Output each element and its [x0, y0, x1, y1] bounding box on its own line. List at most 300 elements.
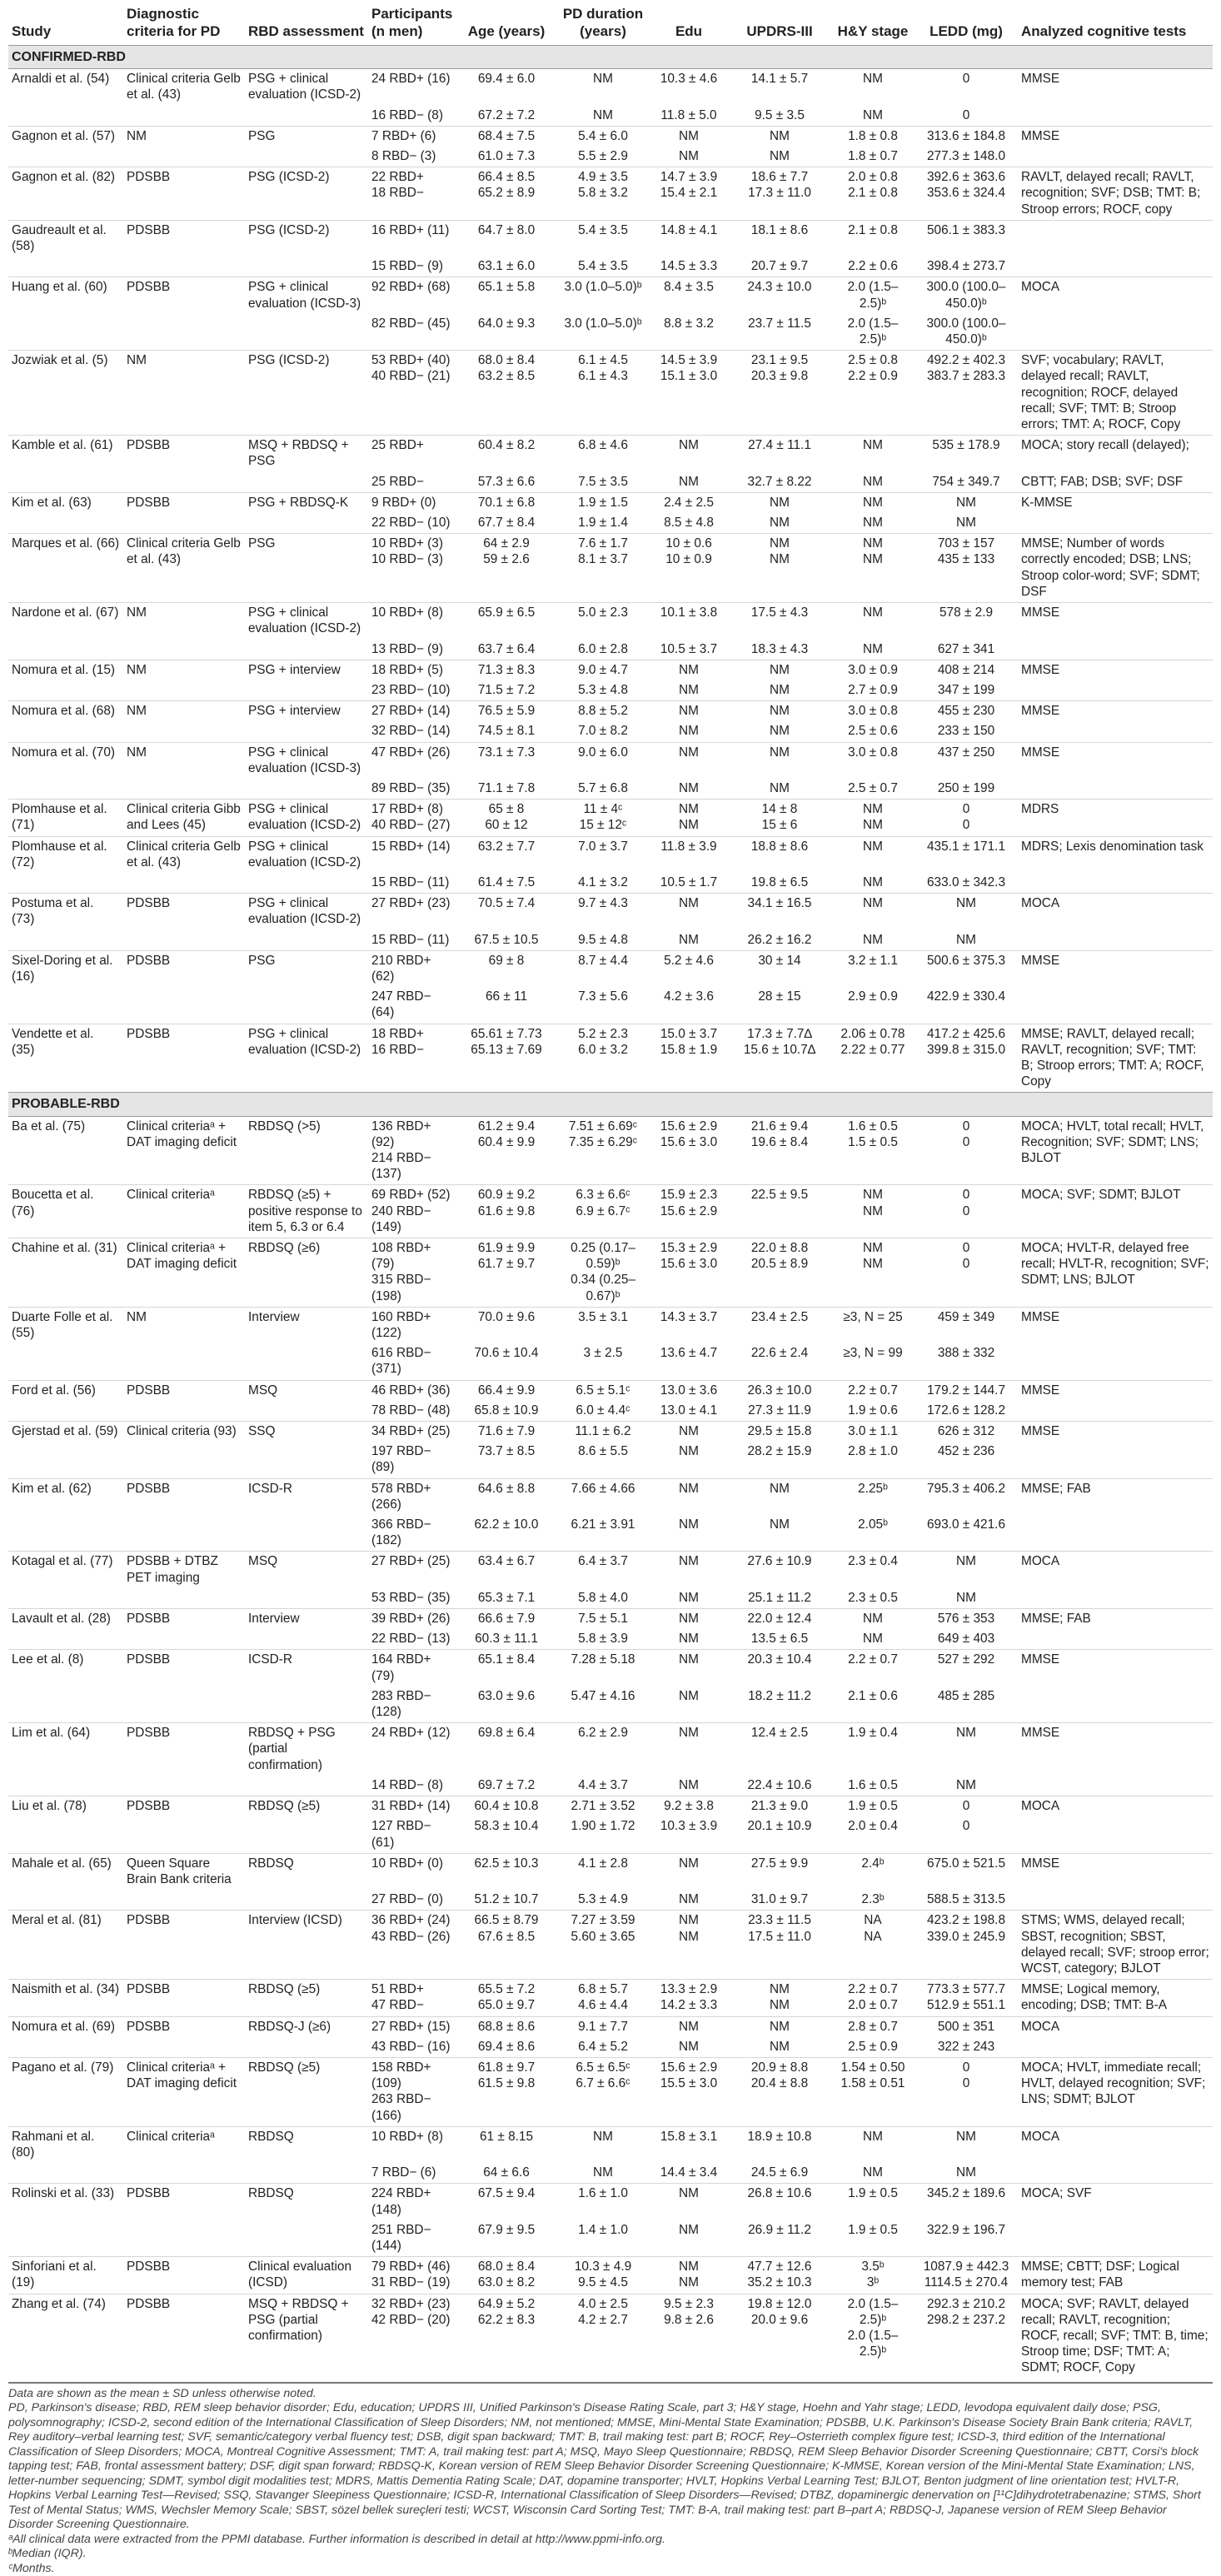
cell-rbd-assessment: PSG + interview: [245, 701, 368, 722]
cell-cognitive-tests: MMSE; CBTT; DSF; Logical memory test; FAB: [1018, 2257, 1213, 2294]
cell-rbd-assessment: [245, 680, 368, 701]
cell-pd-duration: 11.1 ± 6.2: [556, 1422, 650, 1442]
cell-rbd-assessment: [245, 1343, 368, 1380]
cell-cognitive-tests: [1018, 2163, 1213, 2184]
cell-ledd: 250 ± 199: [937, 780, 995, 795]
cell-updrs-iii: 25.1 ± 11.2: [748, 1590, 811, 1605]
cell-edu: 10.3 ± 4.6: [650, 69, 728, 106]
cell-participants: 160 RBD+ (122): [368, 1307, 456, 1343]
cell-ledd: 649 ± 403: [937, 1632, 995, 1647]
cell-hy-stage: 2.5 ± 0.8 2.2 ± 0.9: [831, 351, 915, 436]
cell-rbd-assessment: RBDSQ (≥5): [245, 1980, 368, 2016]
cell-ledd: 435.1 ± 171.1: [915, 836, 1018, 873]
cell-diagnostic-criteria: [123, 2163, 245, 2184]
cell-study-name: [8, 640, 123, 660]
cell-ledd: NM: [915, 2126, 1018, 2163]
header-row: [8, 0, 1213, 46]
cell-participants: 79 RBD+ (46) 31 RBD− (19): [368, 2257, 456, 2294]
cell-edu: 13.0 ± 4.1: [660, 1403, 718, 1418]
cell-pd-duration: 0.25 (0.17–0.59)ᵇ 0.34 (0.25–0.67)ᵇ: [556, 1238, 650, 1308]
cell-hy-stage: 2.5 ± 0.6: [848, 724, 898, 739]
cell-rbd-assessment: SSQ: [245, 1422, 368, 1442]
cell-pd-duration: 6.8 ± 4.6: [556, 436, 650, 472]
cell-updrs-iii: 31.0 ± 9.7: [750, 1892, 809, 1907]
cell-pd-duration: 6.4 ± 3.7: [556, 1552, 650, 1588]
cell-diagnostic-criteria: [123, 1343, 245, 1380]
cell-ledd: 292.3 ± 210.2 298.2 ± 237.2: [915, 2294, 1018, 2379]
cell-age: 67.7 ± 8.4: [477, 516, 536, 531]
cell-edu: 5.2 ± 4.6: [650, 950, 728, 987]
cell-pd-duration: 1.4 ± 1.0: [578, 2222, 628, 2237]
cell-pd-duration: 9.1 ± 7.7: [556, 2016, 650, 2037]
cell-study-name: Ford et al. (56): [8, 1380, 123, 1401]
cell-age: 65.3 ± 7.1: [477, 1590, 536, 1605]
cell-updrs-iii: 23.7 ± 11.5: [748, 316, 811, 331]
cell-updrs-iii: 18.6 ± 7.7 17.3 ± 11.0: [728, 167, 831, 221]
section-title: CONFIRMED-RBD: [8, 46, 1213, 69]
cell-updrs-iii: NM: [770, 1517, 790, 1532]
cell-updrs-iii: 18.1 ± 8.6: [728, 220, 831, 257]
cell-pd-duration: NM: [593, 2165, 613, 2180]
cell-edu: 4.2 ± 3.6: [664, 989, 714, 1004]
cell-edu: 8.4 ± 3.5: [650, 277, 728, 314]
cell-ledd: 693.0 ± 421.6: [926, 1517, 1006, 1532]
cell-participants: 25 RBD−: [371, 474, 424, 489]
cell-edu: NM: [679, 1892, 699, 1907]
cell-diagnostic-criteria: [123, 680, 245, 701]
cell-participants: 136 RBD+ (92) 214 RBD− (137): [368, 1116, 456, 1185]
cell-cognitive-tests: [1018, 1442, 1213, 1478]
cell-hy-stage: ≥3, N = 99: [843, 1346, 903, 1361]
cell-diagnostic-criteria: [123, 779, 245, 800]
cell-participants: 22 RBD+ 18 RBD−: [368, 167, 456, 221]
cell-diagnostic-criteria: NM: [123, 603, 245, 640]
cell-pd-duration: 9.7 ± 4.3: [556, 894, 650, 930]
cell-updrs-iii: 22.6 ± 2.4: [750, 1346, 809, 1361]
cell-hy-stage: NM: [863, 516, 883, 531]
cell-age: 64 ± 2.9 59 ± 2.6: [456, 534, 556, 603]
header-cognitive-tests: Analyzed cognitive tests: [1018, 0, 1213, 46]
cell-cognitive-tests: MOCA: [1018, 277, 1213, 314]
cell-ledd: NM: [915, 492, 1018, 513]
cell-hy-stage: NM: [831, 492, 915, 513]
cell-ledd: 0 0: [915, 800, 1018, 836]
cell-updrs-iii: 27.6 ± 10.9: [728, 1552, 831, 1588]
cell-updrs-iii: NM: [770, 149, 790, 164]
cell-pd-duration: 7.0 ± 3.7: [556, 836, 650, 873]
cell-participants: 251 RBD− (144): [371, 2222, 431, 2253]
cell-updrs-iii: 22.0 ± 12.4: [728, 1609, 831, 1630]
cell-participants: 224 RBD+ (148): [368, 2184, 456, 2220]
cell-diagnostic-criteria: [123, 1442, 245, 1478]
cell-participants: 17 RBD+ (8) 40 RBD− (27): [368, 800, 456, 836]
cell-hy-stage: 1.8 ± 0.7: [848, 149, 898, 164]
cell-pd-duration: 2.71 ± 3.52: [556, 1796, 650, 1817]
cell-study-name: Chahine et al. (31): [8, 1238, 123, 1308]
cell-hy-stage: 2.1 ± 0.6: [848, 1688, 898, 1703]
table-row: [8, 1185, 1213, 1238]
cell-age: 69.4 ± 8.6: [477, 2039, 536, 2054]
cell-study-name: Kim et al. (62): [8, 1478, 123, 1515]
cell-pd-duration: 6.0 ± 4.4ᶜ: [576, 1403, 630, 1418]
cell-participants: 108 RBD+ (79) 315 RBD− (198): [368, 1238, 456, 1308]
table-footnotes: [8, 2382, 1213, 2576]
cell-pd-duration: 5.4 ± 3.5: [578, 259, 628, 274]
cell-updrs-iii: 32.7 ± 8.22: [747, 474, 812, 489]
cell-participants: 27 RBD+ (25): [368, 1552, 456, 1588]
cell-updrs-iii: 14 ± 8 15 ± 6: [728, 800, 831, 836]
cell-age: 73.1 ± 7.3: [456, 742, 556, 779]
cell-cognitive-tests: MMSE; RAVLT, delayed recall; RAVLT, recognition; SVF; TMT: B; Stroop errors; TMT: A; ROCF, Copy: [1018, 1024, 1213, 1093]
cell-hy-stage: 1.8 ± 0.8: [831, 126, 915, 147]
table-row: [8, 1343, 1213, 1380]
table-row: [8, 660, 1213, 680]
cell-pd-duration: 8.8 ± 5.2: [556, 701, 650, 722]
cell-ledd: 179.2 ± 144.7: [915, 1380, 1018, 1401]
cell-pd-duration: 5.8 ± 3.9: [578, 1632, 628, 1647]
cell-updrs-iii: 26.9 ± 11.2: [748, 2222, 811, 2237]
cell-cognitive-tests: [1018, 220, 1213, 257]
cell-edu: 9.2 ± 3.8: [650, 1796, 728, 1817]
cell-updrs-iii: NM: [728, 1478, 831, 1515]
cell-cognitive-tests: [1018, 513, 1213, 534]
cell-cognitive-tests: MOCA; story recall (delayed);: [1018, 436, 1213, 472]
cell-edu: NM: [679, 682, 699, 697]
cell-edu: 14.5 ± 3.3: [660, 259, 718, 274]
cell-rbd-assessment: [245, 1515, 368, 1552]
cell-study-name: Nardone et al. (67): [8, 603, 123, 640]
cell-ledd: 0: [915, 1796, 1018, 1817]
cell-hy-stage: 2.0 (1.5–2.5)ᵇ: [831, 277, 915, 314]
cell-study-name: Plomhause et al. (71): [8, 800, 123, 836]
table-row: [8, 1552, 1213, 1588]
cell-participants: 27 RBD+ (14): [368, 701, 456, 722]
cell-age: 69 ± 8: [456, 950, 556, 987]
header-diagnostic-criteria: Diagnostic criteria for PD: [123, 0, 245, 46]
cell-rbd-assessment: MSQ + RBDSQ + PSG (partial confirmation): [245, 2294, 368, 2379]
cell-cognitive-tests: [1018, 1890, 1213, 1911]
cell-study-name: Nomura et al. (68): [8, 701, 123, 722]
cell-updrs-iii: 26.3 ± 10.0: [728, 1380, 831, 1401]
cell-age: 65 ± 8 60 ± 12: [456, 800, 556, 836]
cell-ledd: 300.0 (100.0–450.0)ᵇ: [915, 277, 1018, 314]
cell-study-name: Rahmani et al. (80): [8, 2126, 123, 2163]
cell-age: 66.5 ± 8.79 67.6 ± 8.5: [456, 1911, 556, 1980]
cell-cognitive-tests: [1018, 640, 1213, 660]
footnote-a: ᵃAll clinical data were extracted from the PPMI database. Further information is described in detail at http://www.ppmi-info.org.: [8, 2532, 665, 2546]
cell-edu: 14.8 ± 4.1: [650, 220, 728, 257]
table-row: [8, 1890, 1213, 1911]
cell-age: 70.6 ± 10.4: [474, 1346, 539, 1361]
table-row: [8, 1238, 1213, 1308]
cell-edu: NM: [650, 126, 728, 147]
cell-pd-duration: 6.21 ± 3.91: [571, 1517, 635, 1532]
cell-rbd-assessment: [245, 147, 368, 167]
table-row: [8, 1307, 1213, 1343]
cell-rbd-assessment: RBDSQ: [245, 2126, 368, 2163]
cell-updrs-iii: NM NM: [728, 1980, 831, 2016]
cell-ledd: 773.3 ± 577.7 512.9 ± 551.1: [915, 1980, 1018, 2016]
cell-age: 66 ± 11: [485, 989, 528, 1004]
cell-hy-stage: NM: [863, 474, 883, 489]
cell-cognitive-tests: MOCA: [1018, 1552, 1213, 1588]
cell-rbd-assessment: [245, 1629, 368, 1650]
table-row: [8, 1588, 1213, 1609]
table-row: [8, 2294, 1213, 2379]
cell-age: 61 ± 8.15: [456, 2126, 556, 2163]
cell-study-name: Vendette et al. (35): [8, 1024, 123, 1093]
cell-ledd: 398.4 ± 273.7: [926, 259, 1006, 274]
cell-edu: NM NM: [650, 800, 728, 836]
footnote-data-note: Data are shown as the mean ± SD unless otherwise noted.: [8, 2386, 316, 2400]
cell-hy-stage: NM: [863, 107, 883, 122]
cell-hy-stage: NM: [831, 2126, 915, 2163]
table-row: [8, 492, 1213, 513]
cell-ledd: 754 ± 349.7: [932, 474, 1000, 489]
cell-rbd-assessment: [245, 1776, 368, 1796]
cell-study-name: Zhang et al. (74): [8, 2294, 123, 2379]
table-container: [8, 0, 1213, 2576]
cell-study-name: Mahale et al. (65): [8, 1853, 123, 1890]
cell-age: 66.4 ± 9.9: [456, 1380, 556, 1401]
cell-ledd: 322.9 ± 196.7: [926, 2222, 1006, 2237]
cell-updrs-iii: 14.1 ± 5.7: [728, 69, 831, 106]
cell-pd-duration: 4.4 ± 3.7: [578, 1777, 628, 1792]
cell-diagnostic-criteria: [123, 873, 245, 894]
cell-ledd: 0: [962, 1819, 970, 1834]
cell-diagnostic-criteria: Clinical criteriaᵃ + DAT imaging deficit: [123, 1116, 245, 1185]
cell-participants: 247 RBD− (64): [371, 989, 431, 1020]
cell-edu: 2.4 ± 2.5: [650, 492, 728, 513]
cell-edu: 10.5 ± 1.7: [660, 874, 718, 889]
cell-edu: 10.5 ± 3.7: [660, 641, 718, 656]
cell-hy-stage: 2.8 ± 0.7: [831, 2016, 915, 2037]
cell-ledd: NM: [915, 1552, 1018, 1588]
cell-study-name: [8, 2037, 123, 2058]
cell-study-name: [8, 1890, 123, 1911]
table-row: [8, 513, 1213, 534]
table-row: [8, 987, 1213, 1024]
table-row: [8, 167, 1213, 221]
cell-rbd-assessment: PSG (ICSD-2): [245, 220, 368, 257]
cell-age: 64 ± 6.6: [483, 2165, 530, 2180]
cell-age: 63.4 ± 6.7: [456, 1552, 556, 1588]
cell-pd-duration: 6.8 ± 5.7 4.6 ± 4.4: [556, 1980, 650, 2016]
cell-pd-duration: NM: [556, 69, 650, 106]
cell-pd-duration: 7.0 ± 8.2: [578, 724, 628, 739]
cell-study-name: Rolinski et al. (33): [8, 2184, 123, 2220]
cell-diagnostic-criteria: NM: [123, 126, 245, 147]
cell-ledd: 795.3 ± 406.2: [915, 1478, 1018, 1515]
cell-study-name: Gagnon et al. (82): [8, 167, 123, 221]
cell-edu: NM: [679, 1688, 699, 1703]
cell-age: 69.4 ± 6.0: [456, 69, 556, 106]
table-row: [8, 2057, 1213, 2126]
table-row: [8, 1024, 1213, 1093]
table-row: [8, 930, 1213, 951]
cell-cognitive-tests: MMSE: [1018, 950, 1213, 987]
cell-rbd-assessment: [245, 1816, 368, 1853]
cell-edu: 10 ± 0.6 10 ± 0.9: [650, 534, 728, 603]
cell-edu: NM: [679, 1517, 699, 1532]
cell-participants: 197 RBD− (89): [371, 1444, 431, 1475]
cell-cognitive-tests: [1018, 680, 1213, 701]
table-row: [8, 220, 1213, 257]
cell-age: 64.9 ± 5.2 62.2 ± 8.3: [456, 2294, 556, 2379]
cell-pd-duration: 4.1 ± 2.8: [556, 1853, 650, 1890]
cell-updrs-iii: 20.7 ± 9.7: [750, 259, 809, 274]
cell-edu: NM NM: [650, 2257, 728, 2294]
cell-hy-stage: NM: [863, 1632, 883, 1647]
cell-pd-duration: NM: [593, 107, 613, 122]
cell-diagnostic-criteria: PDSBB: [123, 2294, 245, 2379]
cell-pd-duration: 8.7 ± 4.4: [556, 950, 650, 987]
cell-cognitive-tests: K-MMSE: [1018, 492, 1213, 513]
table-row: [8, 2016, 1213, 2037]
cell-rbd-assessment: RBDSQ: [245, 2184, 368, 2220]
cell-hy-stage: NM NM: [831, 534, 915, 603]
cell-ledd: 535 ± 178.9: [915, 436, 1018, 472]
cell-ledd: NM: [956, 1777, 976, 1792]
table-row: [8, 1629, 1213, 1650]
cell-updrs-iii: 26.8 ± 10.6: [728, 2184, 831, 2220]
cell-diagnostic-criteria: Queen Square Brain Bank criteria: [123, 1853, 245, 1890]
cell-diagnostic-criteria: Clinical criteriaᵃ: [123, 2126, 245, 2163]
cell-participants: 39 RBD+ (26): [368, 1609, 456, 1630]
cell-ledd: 675.0 ± 521.5: [915, 1853, 1018, 1890]
cell-cognitive-tests: [1018, 1687, 1213, 1723]
cell-participants: 164 RBD+ (79): [368, 1650, 456, 1687]
cell-cognitive-tests: [1018, 987, 1213, 1024]
cell-diagnostic-criteria: PDSBB: [123, 2184, 245, 2220]
cell-hy-stage: 2.5 ± 0.7: [848, 780, 898, 795]
cell-ledd: 500 ± 351: [915, 2016, 1018, 2037]
table-row: [8, 701, 1213, 722]
cell-study-name: [8, 1343, 123, 1380]
cell-diagnostic-criteria: PDSBB: [123, 1980, 245, 2016]
table-row: [8, 640, 1213, 660]
cell-rbd-assessment: Interview (ICSD): [245, 1911, 368, 1980]
header-age: Age (years): [456, 0, 556, 46]
cell-rbd-assessment: RBDSQ (≥5) + positive response to item 5, 6.3 or 6.4: [245, 1185, 368, 1238]
cell-hy-stage: NM: [863, 874, 883, 889]
footnote-c: ᶜMonths.: [8, 2561, 55, 2575]
cell-ledd: 172.6 ± 128.2: [926, 1403, 1006, 1418]
cell-rbd-assessment: [245, 721, 368, 742]
cell-pd-duration: 3 ± 2.5: [583, 1346, 623, 1361]
cell-hy-stage: 3.5ᵇ 3ᵇ: [831, 2257, 915, 2294]
cell-diagnostic-criteria: [123, 472, 245, 493]
cell-updrs-iii: NM NM: [728, 534, 831, 603]
cell-edu: NM: [679, 474, 699, 489]
cell-diagnostic-criteria: [123, 314, 245, 351]
cell-updrs-iii: 22.5 ± 9.5: [728, 1185, 831, 1238]
table-row: [8, 69, 1213, 106]
cell-age: 61.9 ± 9.9 61.7 ± 9.7: [456, 1238, 556, 1308]
table-body: [8, 46, 1213, 2379]
cell-updrs-iii: 20.3 ± 10.4: [728, 1650, 831, 1687]
cell-cognitive-tests: MOCA; HVLT, immediate recall; HVLT, delayed recognition; SVF; LNS; SDMT; BJLOT: [1018, 2057, 1213, 2126]
cell-hy-stage: 2.2 ± 0.7 2.0 ± 0.7: [831, 1980, 915, 2016]
cell-diagnostic-criteria: Clinical criteria (93): [123, 1422, 245, 1442]
cell-rbd-assessment: RBDSQ (≥5): [245, 2057, 368, 2126]
table-row: [8, 836, 1213, 873]
cell-cognitive-tests: [1018, 1588, 1213, 1609]
cell-age: 73.7 ± 8.5: [477, 1444, 536, 1459]
cell-hy-stage: 1.9 ± 0.4: [831, 1723, 915, 1776]
cell-age: 74.5 ± 8.1: [477, 724, 536, 739]
cell-age: 60.4 ± 8.2: [456, 436, 556, 472]
cell-rbd-assessment: RBDSQ (>5): [245, 1116, 368, 1185]
cell-diagnostic-criteria: [123, 987, 245, 1024]
cell-participants: 18 RBD+ 16 RBD−: [368, 1024, 456, 1093]
cell-rbd-assessment: PSG + clinical evaluation (ICSD-3): [245, 277, 368, 314]
cell-age: 61.0 ± 7.3: [477, 149, 536, 164]
cell-updrs-iii: NM: [770, 2039, 790, 2054]
cell-cognitive-tests: [1018, 1629, 1213, 1650]
cell-diagnostic-criteria: PDSBB: [123, 1723, 245, 1776]
cell-cognitive-tests: MMSE: [1018, 603, 1213, 640]
cell-pd-duration: 5.3 ± 4.8: [578, 682, 628, 697]
cell-age: 63.2 ± 7.7: [456, 836, 556, 873]
cell-ledd: NM: [956, 932, 976, 947]
table-row: [8, 277, 1213, 314]
section-title: PROBABLE-RBD: [8, 1093, 1213, 1116]
cell-cognitive-tests: MOCA; SVF; SDMT; BJLOT: [1018, 1185, 1213, 1238]
cell-study-name: [8, 930, 123, 951]
cell-hy-stage: NM: [831, 436, 915, 472]
cell-cognitive-tests: MMSE: [1018, 742, 1213, 779]
table-row: [8, 1380, 1213, 1401]
cell-diagnostic-criteria: Clinical criteriaᵃ: [123, 1185, 245, 1238]
cell-updrs-iii: NM: [770, 724, 790, 739]
cell-rbd-assessment: RBDSQ (≥6): [245, 1238, 368, 1308]
cell-rbd-assessment: [245, 2037, 368, 2058]
cell-rbd-assessment: Interview: [245, 1307, 368, 1343]
cell-study-name: Lavault et al. (28): [8, 1609, 123, 1630]
cell-diagnostic-criteria: [123, 1401, 245, 1422]
cell-hy-stage: 1.9 ± 0.5: [831, 1796, 915, 1817]
cell-hy-stage: NM: [831, 69, 915, 106]
cell-cognitive-tests: MMSE: [1018, 1380, 1213, 1401]
cell-hy-stage: 1.9 ± 0.5: [848, 2222, 898, 2237]
cell-participants: 578 RBD+ (266): [368, 1478, 456, 1515]
cell-updrs-iii: 22.4 ± 10.6: [747, 1777, 812, 1792]
cell-edu: 8.8 ± 3.2: [664, 316, 714, 331]
cell-age: 71.1 ± 7.8: [477, 780, 536, 795]
cell-cognitive-tests: MMSE: [1018, 1723, 1213, 1776]
footnote-b: ᵇMedian (IQR).: [8, 2547, 87, 2561]
table-row: [8, 147, 1213, 167]
cell-diagnostic-criteria: PDSBB: [123, 1650, 245, 1687]
cell-rbd-assessment: [245, 1687, 368, 1723]
cell-participants: 7 RBD− (6): [371, 2165, 436, 2180]
cell-updrs-iii: 23.4 ± 2.5: [728, 1307, 831, 1343]
cell-pd-duration: 7.6 ± 1.7 8.1 ± 3.7: [556, 534, 650, 603]
cell-diagnostic-criteria: Clinical criteriaᵃ + DAT imaging deficit: [123, 2057, 245, 2126]
cell-diagnostic-criteria: PDSBB: [123, 167, 245, 221]
cell-cognitive-tests: [1018, 1816, 1213, 1853]
table-row: [8, 1650, 1213, 1687]
cell-cognitive-tests: STMS; WMS, delayed recall; SBST, recognition; SBST, delayed recall; SVF; stroop error; WCST, category; BJLOT: [1018, 1911, 1213, 1980]
cell-study-name: Kim et al. (63): [8, 492, 123, 513]
cell-ledd: 0 0: [915, 1116, 1018, 1185]
cell-study-name: Duarte Folle et al. (55): [8, 1307, 123, 1343]
cell-participants: 69 RBD+ (52) 240 RBD− (149): [368, 1185, 456, 1238]
cell-hy-stage: NM: [831, 1609, 915, 1630]
cell-pd-duration: 8.6 ± 5.5: [578, 1444, 628, 1459]
cell-edu: 14.5 ± 3.9 15.1 ± 3.0: [650, 351, 728, 436]
